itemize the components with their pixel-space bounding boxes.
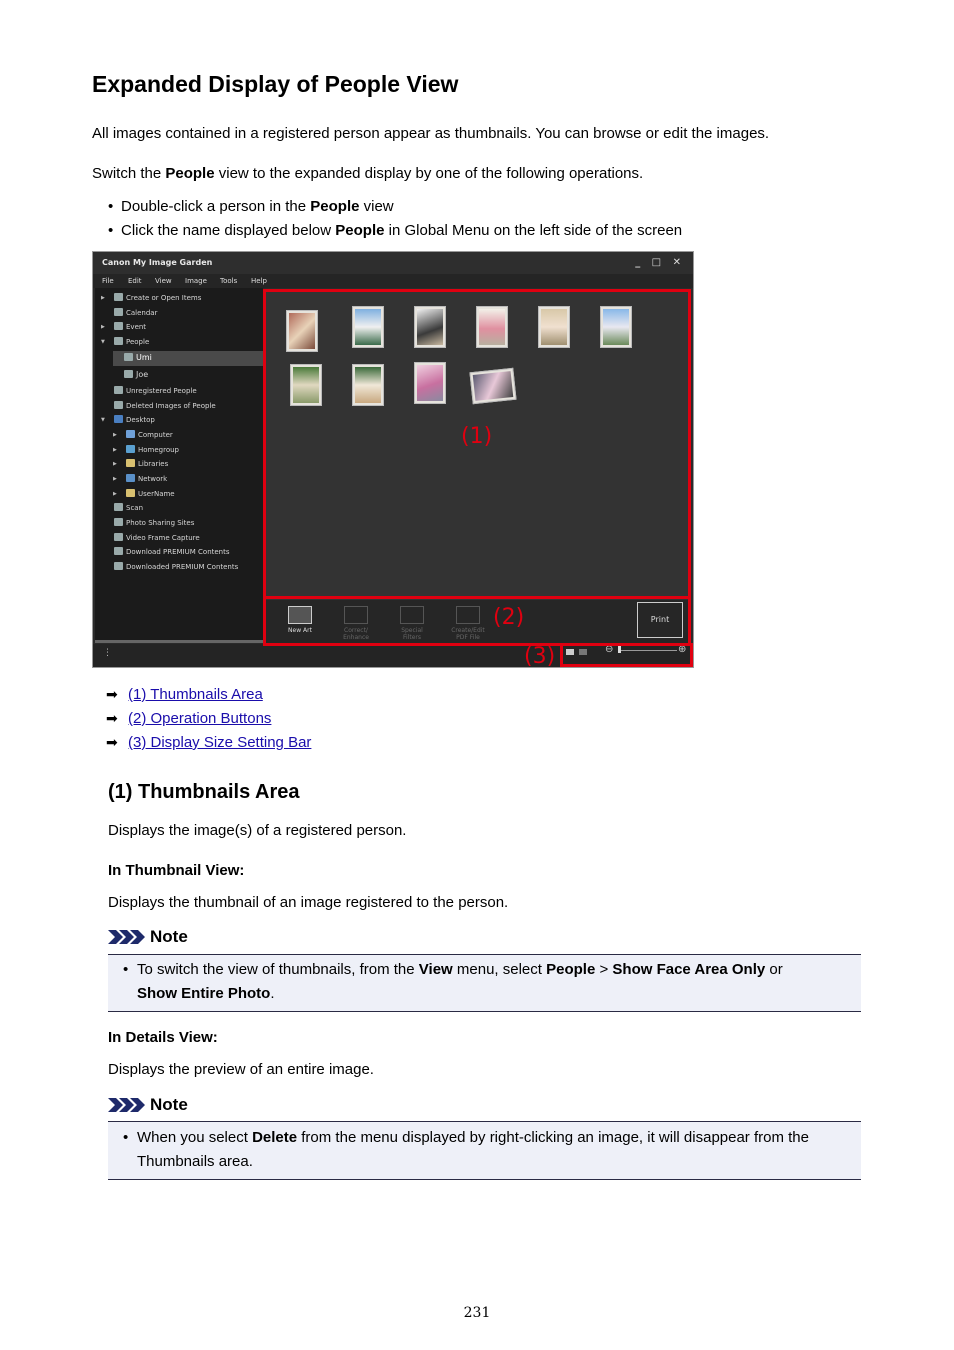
global-menu [95,288,263,642]
sidebar-item-joe[interactable]: Joe [124,368,148,382]
person-icon [124,353,133,361]
details-view-desc: Displays the preview of an entire image. [108,1061,374,1078]
sidebar-item-homegroup[interactable]: ▶ Homegroup [113,446,180,454]
zoom-out-icon[interactable]: ⊖ [605,644,614,655]
bullet-click-name: • Click the name displayed below People in Global Menu on the left side of the screen [108,222,683,239]
create-icon [114,293,123,301]
sidebar-item-people[interactable]: ▼ People [101,338,150,346]
link-operation-buttons[interactable]: (2) Operation Buttons [128,710,272,727]
callout-box-2 [263,596,691,646]
calendar-icon [114,308,123,316]
callout-label-1: (1) [461,424,493,449]
details-view-heading: In Details View: [108,1029,218,1046]
sidebar-item-umi[interactable]: Umi [124,351,152,365]
zoom-in-icon[interactable]: ⊕ [678,644,687,655]
sidebar-item-unregistered[interactable]: Unregistered People [114,384,197,398]
menu-file[interactable]: File [102,277,114,285]
bullet-double-click: • Double-click a person in the People view [108,198,394,215]
note-text-1: To switch the view of thumbnails, from the View menu, select People > Show Face Area Only or [137,961,783,978]
sidebar-item-event[interactable]: ▶ Event [101,323,147,331]
app-menubar [93,274,693,288]
note-heading-2: Note [108,1095,188,1115]
new-art-button[interactable]: New Art [280,606,320,634]
note-text-2: When you select Delete from the menu displayed by right-clicking an image, it will disappear from the [137,1129,809,1146]
section-heading-thumbnails: (1) Thumbnails Area [108,781,300,803]
callout-label-2: (2) [493,605,525,630]
page-number: 231 [463,1305,491,1321]
callout-box-3 [560,643,693,667]
switch-instruction: Switch the People view to the expanded display by one of the following operations. [92,165,644,182]
thumbnail-view-desc: Displays the thumbnail of an image registered to the person. [108,894,509,911]
download-icon [114,547,123,555]
folder-icon [114,562,123,570]
note-chevron-icon [108,1098,146,1112]
note-chevron-icon [108,930,146,944]
arrow-right-icon: ➡ [106,734,118,750]
special-filters-button[interactable]: Special Filters [392,606,432,641]
arrow-right-icon: ➡ [106,710,118,726]
info-icon[interactable]: ⋮ [103,648,112,658]
sidebar-item-create[interactable]: ▶ Create or Open Items [101,294,202,302]
callout-label-3: (3) [524,644,556,668]
homegroup-icon [126,445,135,453]
sidebar-item-desktop[interactable]: ▼ Desktop [101,416,155,424]
note-text-1-line2: Show Entire Photo. [137,985,275,1002]
photo-sharing-icon [114,518,123,526]
sidebar-item-calendar[interactable]: Calendar [114,306,157,320]
sidebar-item-video-capture[interactable]: Video Frame Capture [114,531,200,545]
sidebar-item-scan[interactable]: Scan [114,501,143,515]
menu-help[interactable]: Help [251,277,267,285]
folder-icon [126,489,135,497]
correct-enhance-button[interactable]: Correct/ Enhance [336,606,376,641]
link-row-thumbnails [106,684,263,705]
sidebar-item-photo-sharing[interactable]: Photo Sharing Sites [114,516,194,530]
app-title: Canon My Image Garden [102,258,213,267]
menu-tools[interactable]: Tools [220,277,238,285]
note-text-2-line2: Thumbnails area. [137,1153,253,1170]
sidebar-item-download-premium[interactable]: Download PREMIUM Contents [114,545,230,559]
menu-edit[interactable]: Edit [128,277,142,285]
sidebar-item-network[interactable]: ▶ Network [113,475,168,483]
page-title: Expanded Display of People View [92,71,459,97]
event-icon [114,322,123,330]
thumbnail-view-heading: In Thumbnail View: [108,862,245,879]
intro-text: All images contained in a registered person appear as thumbnails. You can browse or edit the images. [92,125,770,142]
person-icon [124,370,133,378]
print-button[interactable]: Print [637,602,683,638]
link-row-operation [106,708,271,729]
arrow-right-icon: ➡ [106,686,118,702]
unregistered-icon [114,386,123,394]
scan-icon [114,503,123,511]
link-display-size-bar[interactable]: (3) Display Size Setting Bar [128,734,312,751]
sidebar-item-username[interactable]: ▶ UserName [113,490,175,498]
section-desc: Displays the image(s) of a registered person. [108,822,407,839]
libraries-icon [126,459,135,467]
sidebar-item-libraries[interactable]: ▶ Libraries [113,460,169,468]
app-titlebar [93,252,693,274]
sidebar-item-deleted[interactable]: Deleted Images of People [114,399,216,413]
sidebar-item-downloaded-premium[interactable]: Downloaded PREMIUM Contents [114,560,238,574]
link-row-display-size [106,732,311,753]
app-screenshot [92,251,694,668]
create-edit-pdf-button[interactable]: Create/Edit PDF File [448,606,488,641]
menu-image[interactable]: Image [185,277,207,285]
people-icon [114,337,123,345]
sidebar-scrollbar[interactable] [95,640,263,643]
note-heading-1: Note [108,927,188,947]
note-box-1: • To switch the view of thumbnails, from the View menu, select People > Show Face Area Only or Show Entire Photo. [108,954,861,1012]
note-box-2: • When you select Delete from the menu displayed by right-clicking an image, it will disappear from the Thumbnails area. [108,1121,861,1180]
computer-icon [126,430,135,438]
menu-view[interactable]: View [155,277,172,285]
link-thumbnails-area[interactable]: (1) Thumbnails Area [128,686,263,703]
sidebar-item-computer[interactable]: ▶ Computer [113,431,173,439]
window-controls[interactable]: _ □ ✕ [635,257,685,268]
video-frame-icon [114,533,123,541]
network-icon [126,474,135,482]
desktop-icon [114,415,123,423]
deleted-icon [114,401,123,409]
